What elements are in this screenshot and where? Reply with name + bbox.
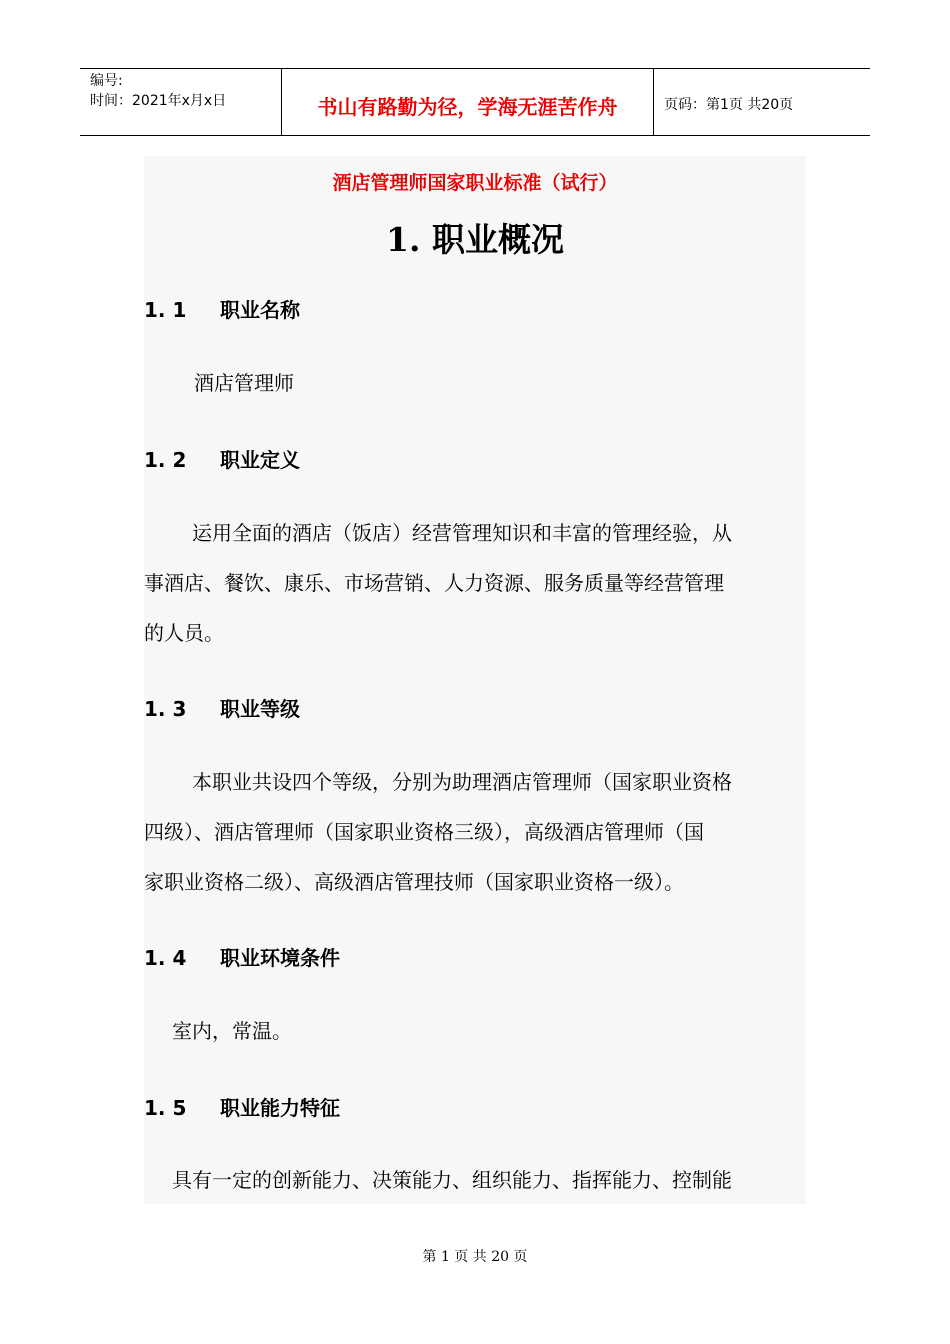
section-paragraph — [144, 358, 856, 408]
section-title: 职业名称 — [220, 298, 300, 322]
paragraph-line: 运用全面的酒店（饭店）经营管理知识和丰富的管理经验，从 — [192, 521, 732, 545]
section-number: 1. 2 — [144, 448, 187, 472]
section-heading — [144, 693, 300, 722]
paragraph-line: 酒店管理师 — [194, 371, 294, 395]
section-heading — [144, 294, 300, 323]
section-number: 1. 1 — [144, 298, 187, 322]
paragraph-line: 的人员。 — [144, 621, 224, 645]
document-title: 酒店管理师国家职业标准（试行） — [332, 172, 618, 194]
page-footer: 第 1 页 共 20 页 — [422, 1249, 528, 1265]
section-title: 职业定义 — [220, 448, 300, 472]
section-title: 职业能力特征 — [220, 1096, 340, 1120]
section-paragraph — [144, 508, 806, 658]
document-time-label: 时间：2021年x月x日 — [90, 93, 227, 109]
document-body — [144, 156, 806, 1204]
section-paragraph — [144, 1155, 834, 1205]
paragraph-line: 家职业资格二级）、高级酒店管理技师（国家职业资格一级）。 — [144, 870, 684, 894]
paragraph-line: 本职业共设四个等级，分别为助理酒店管理师（国家职业资格 — [192, 770, 732, 794]
page-header — [80, 68, 870, 136]
chapter-title: 1. 职业概况 — [386, 220, 564, 259]
header-page-info: 页码：第1页 共20页 — [664, 97, 794, 113]
section-number: 1. 4 — [144, 946, 187, 970]
section-heading — [144, 1092, 340, 1121]
section-paragraph — [144, 757, 806, 907]
paragraph-line: 事酒店、餐饮、康乐、市场营销、人力资源、服务质量等经营管理 — [144, 571, 724, 595]
section-heading — [144, 444, 300, 473]
paragraph-line: 四级）、酒店管理师（国家职业资格三级），高级酒店管理师（国 — [144, 820, 704, 844]
section-title: 职业等级 — [220, 697, 300, 721]
header-meta — [80, 69, 282, 135]
section-heading — [144, 942, 340, 971]
paragraph-line: 室内，常温。 — [172, 1019, 292, 1043]
document-number-label: 编号: — [90, 73, 123, 89]
paragraph-line: 具有一定的创新能力、决策能力、组织能力、指挥能力、控制能 — [172, 1168, 732, 1192]
section-number: 1. 5 — [144, 1096, 187, 1120]
section-number: 1. 3 — [144, 697, 187, 721]
section-paragraph — [144, 1006, 834, 1056]
section-title: 职业环境条件 — [220, 946, 340, 970]
header-motto: 书山有路勤为径，学海无涯苦作舟 — [282, 69, 654, 135]
